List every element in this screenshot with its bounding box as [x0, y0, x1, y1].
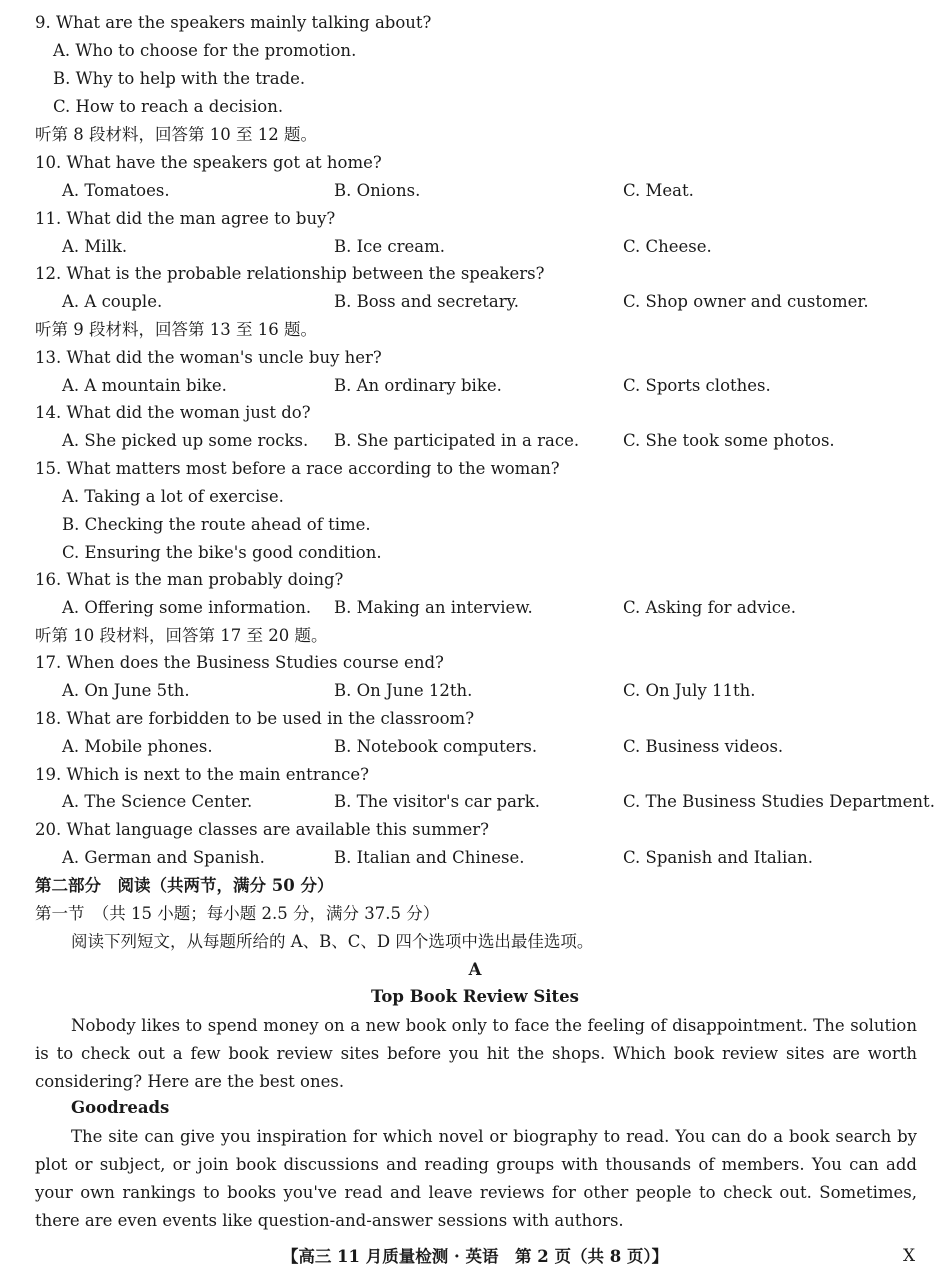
question-11-stem: 11. What did the man agree to buy? [35, 209, 336, 228]
question-11-option-c: C. Cheese. [623, 237, 712, 256]
section-8-heading: 听第 8 段材料，回答第 10 至 12 题。 [35, 125, 317, 144]
question-12-options [0, 291, 950, 313]
question-15-stem: 15. What matters most before a race according to the woman? [35, 459, 560, 478]
question-20-option-c: C. Spanish and Italian. [623, 848, 813, 867]
question-20-stem: 20. What language classes are available this summer? [35, 820, 489, 839]
section-9-heading: 听第 9 段材料，回答第 13 至 16 题。 [35, 320, 317, 339]
question-12-stem: 12. What is the probable relationship between the speakers? [35, 264, 545, 283]
question-13-option-a: A. A mountain bike. [62, 376, 227, 395]
reading-section-title: 第一节 （共 15 小题；每小题 2.5 分，满分 37.5 分） [35, 904, 440, 923]
question-12-option-c: C. Shop owner and customer. [623, 292, 869, 311]
question-17-option-b: B. On June 12th. [334, 681, 473, 700]
question-10-option-c: C. Meat. [623, 181, 694, 200]
passage-intro-paragraph: Nobody likes to spend money on a new book only to face the feeling of disappointment. The solution is to check out a few book review sites before you hit the shops. Which book review sites are worth considering? Here are the best ones. [35, 1016, 917, 1091]
question-15-option-b: B. Checking the route ahead of time. [62, 515, 371, 534]
question-19-option-b: B. The visitor's car park. [334, 792, 541, 811]
question-17-options [0, 680, 950, 702]
question-16-option-c: C. Asking for advice. [623, 598, 797, 617]
question-18-stem: 18. What are forbidden to be used in the classroom? [35, 709, 475, 728]
question-16-stem: 16. What is the man probably doing? [35, 570, 344, 589]
question-11-option-a: A. Milk. [62, 237, 128, 256]
question-10-option-b: B. Onions. [334, 181, 421, 200]
passage-letter: A [468, 960, 482, 979]
question-9-option-c: C. How to reach a decision. [53, 97, 284, 116]
question-9-option-b: B. Why to help with the trade. [53, 69, 306, 88]
question-17-option-c: C. On July 11th. [623, 681, 756, 700]
question-19-option-a: A. The Science Center. [62, 792, 253, 811]
reading-part-title: 第二部分 阅读（共两节，满分 50 分） [35, 876, 334, 895]
question-18-option-a: A. Mobile phones. [62, 737, 213, 756]
question-10-stem: 10. What have the speakers got at home? [35, 153, 382, 172]
passage-goodreads-paragraph: The site can give you inspiration for which novel or biography to read. You can do a book search by plot or subject, or join book discussions and reading groups with thousands of members. You can add your own rankings to books you've read and leave reviews for other people to check out. Sometimes, there are even events like question-and-answer sessions with authors. [35, 1127, 917, 1230]
question-19-stem: 19. Which is next to the main entrance? [35, 765, 369, 784]
question-20-option-a: A. German and Spanish. [62, 848, 265, 867]
question-9-option-a: A. Who to choose for the promotion. [53, 41, 357, 60]
question-18-option-c: C. Business videos. [623, 737, 784, 756]
question-14-options [0, 430, 950, 452]
question-19-option-c: C. The Business Studies Department. [623, 792, 935, 811]
question-18-option-b: B. Notebook computers. [334, 737, 538, 756]
question-10-options [0, 180, 950, 202]
passage-title: Top Book Review Sites [371, 987, 579, 1006]
question-12-option-b: B. Boss and secretary. [334, 292, 519, 311]
reading-instruction: 阅读下列短文，从每题所给的 A、B、C、D 四个选项中选出最佳选项。 [71, 932, 594, 951]
page-footer-mark: X [903, 1246, 916, 1266]
question-10-option-a: A. Tomatoes. [62, 181, 170, 200]
question-11-option-b: B. Ice cream. [334, 237, 446, 256]
section-10-heading: 听第 10 段材料，回答第 17 至 20 题。 [35, 626, 328, 645]
question-17-option-a: A. On June 5th. [62, 681, 190, 700]
passage-subheading-goodreads: Goodreads [71, 1098, 170, 1117]
question-19-options [0, 791, 950, 813]
question-14-option-a: A. She picked up some rocks. [62, 431, 309, 450]
question-20-options [0, 847, 950, 869]
question-13-options [0, 375, 950, 397]
question-16-option-b: B. Making an interview. [334, 598, 533, 617]
question-14-option-b: B. She participated in a race. [334, 431, 580, 450]
question-17-stem: 17. When does the Business Studies course end? [35, 653, 444, 672]
page-footer: 【高三 11 月质量检测 · 英语 第 2 页（共 8 页）】 [281, 1247, 669, 1266]
question-16-option-a: A. Offering some information. [62, 598, 312, 617]
question-15-option-c: C. Ensuring the bike's good condition. [62, 543, 382, 562]
question-14-stem: 14. What did the woman just do? [35, 403, 311, 422]
question-20-option-b: B. Italian and Chinese. [334, 848, 525, 867]
question-18-options [0, 736, 950, 758]
question-16-options [0, 597, 950, 619]
question-13-option-b: B. An ordinary bike. [334, 376, 502, 395]
question-11-options [0, 236, 950, 258]
question-13-option-c: C. Sports clothes. [623, 376, 771, 395]
question-15-option-a: A. Taking a lot of exercise. [62, 487, 284, 506]
question-9-stem: 9. What are the speakers mainly talking about? [35, 13, 432, 32]
question-12-option-a: A. A couple. [62, 292, 163, 311]
question-13-stem: 13. What did the woman's uncle buy her? [35, 348, 382, 367]
question-14-option-c: C. She took some photos. [623, 431, 835, 450]
